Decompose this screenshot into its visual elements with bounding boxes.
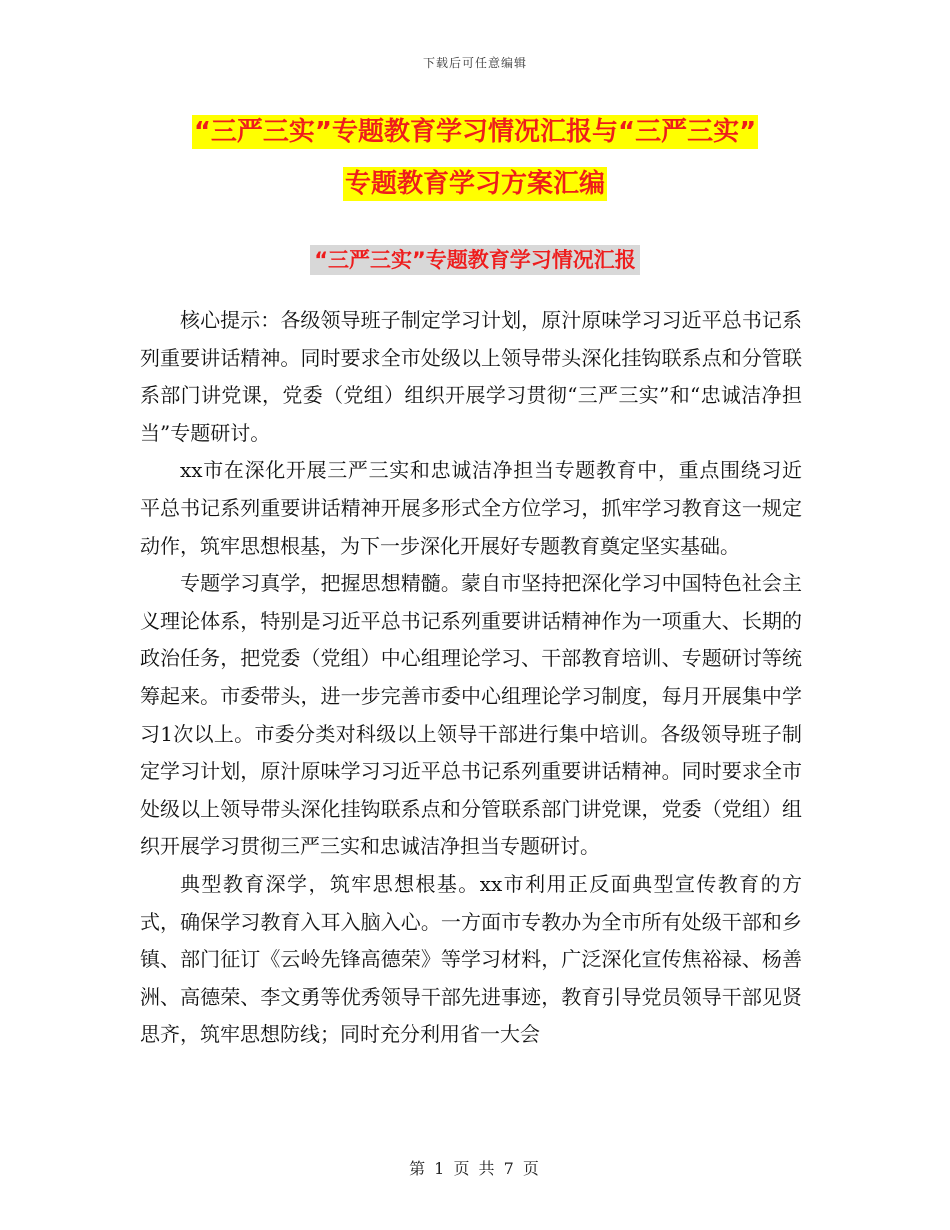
header-note: 下载后可任意编辑	[422, 56, 527, 70]
page-footer: 第 1 页 共 7 页	[409, 1159, 541, 1178]
main-title-line-1-text: “三严三实”专题教育学习情况汇报与“三严三实”	[193, 117, 757, 147]
paragraph-3: 专题学习真学，把握思想精髓。蒙自市坚持把深化学习中国特色社会主义理论体系，特别是习近平总书记系列重要讲话精神作为一项重大、长期的政治任务，把党委（党组）中心组理论学习、干部教育培训、专题研讨等统筹起来。市委带头，进一步完善市委中心组理论学习制度，每月开展集中学习1次以上。市委分类对科级以上领导干部进行集中培训。各级领导班子制定学习计划，原汁原味学习习近平总书记系列重要讲话精神。同时要求全市处级以上领导带头深化挂钩联系点和分管联系部门讲党课，党委（党组）组织开展学习贯彻三严三实和忠诚洁净担当专题研讨。	[140, 571, 802, 859]
paragraph-2: xx市在深化开展三严三实和忠诚洁净担当专题教育中，重点围绕习近平总书记系列重要讲话精神开展多形式全方位学习，抓牢学习教育这一规定动作，筑牢思想根基，为下一步深化开展好专题教育奠定坚实基础。	[140, 458, 802, 558]
main-title-line-2	[0, 158, 950, 210]
body-text	[140, 302, 802, 1054]
main-title-line-2-text: 专题教育学习方案汇编	[344, 169, 605, 199]
section-title-text: “三严三实”专题教育学习情况汇报	[310, 245, 640, 275]
paragraph-1: 核心提示：各级领导班子制定学习计划，原汁原味学习习近平总书记系列重要讲话精神。同时要求全市处级以上领导带头深化挂钩联系点和分管联系部门讲党课，党委（党组）组织开展学习贯彻“三严三实”和“忠诚洁净担当”专题研讨。	[140, 308, 802, 445]
main-title-line-1	[0, 106, 950, 158]
section-title	[0, 244, 950, 274]
main-title	[0, 106, 950, 210]
paragraph-4: 典型教育深学，筑牢思想根基。xx市利用正反面典型宣传教育的方式，确保学习教育入耳入脑入心。一方面市专教办为全市所有处级干部和乡镇、部门征订《云岭先锋高德荣》等学习材料，广泛深化宣传焦裕禄、杨善洲、高德荣、李文勇等优秀领导干部先进事迹，教育引导党员领导干部见贤思齐，筑牢思想防线；同时充分利用省一大会	[140, 871, 802, 1047]
